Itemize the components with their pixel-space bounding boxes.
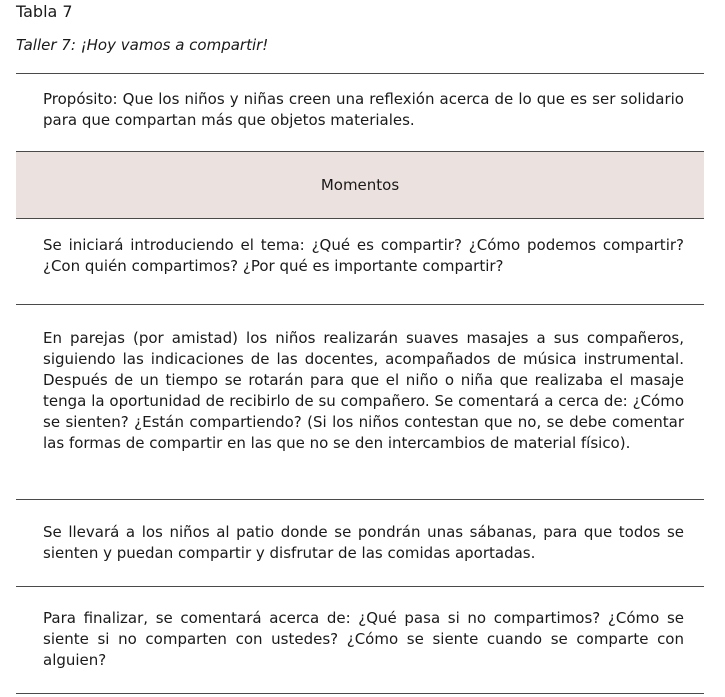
moment-row-patio: Se llevará a los niños al patio donde se pondrán unas sábanas, para que todos se sienten y puedan compartir y disfrutar de las comidas aportadas. [43,523,684,562]
moment-row-intro: Se iniciará introduciendo el tema: ¿Qué es compartir? ¿Cómo podemos compartir? ¿Con quién compartimos? ¿Por qué es importante compartir? [43,236,684,275]
activity-table [16,73,704,694]
table-label: Tabla 7 [16,2,73,21]
moments-header [16,152,704,218]
moment-row-massage: En parejas (por amistad) los niños realizarán suaves masajes a sus compañeros, siguiendo las indicaciones de las docentes, acompañados de música instrumental. Después de un tiempo se rotarán para que el niño o niña que realizaba el masaje tenga la oportunidad de recibirlo de su compañero. Se comentará a cerca de: ¿Cómo se sienten? ¿Están compartiendo? (Si los niños contestan que no, se debe comentar las formas de compartir en las que no se den intercambios de material físico). [43,329,684,452]
moments-header-label: Momentos [320,176,400,194]
moment-row-closing: Para finalizar, se comentará acerca de: ¿Qué pasa si no compartimos? ¿Cómo se siente si no comparten con ustedes? ¿Cómo se siente cuando se comparte con alguien? [43,609,684,669]
bottom-rule [16,693,704,694]
table-caption: Taller 7: ¡Hoy vamos a compartir! [16,36,269,54]
purpose-cell: Propósito: Que los niños y niñas creen una reflexión acerca de lo que es ser solidario para que compartan más que objetos materiales. [43,90,684,129]
